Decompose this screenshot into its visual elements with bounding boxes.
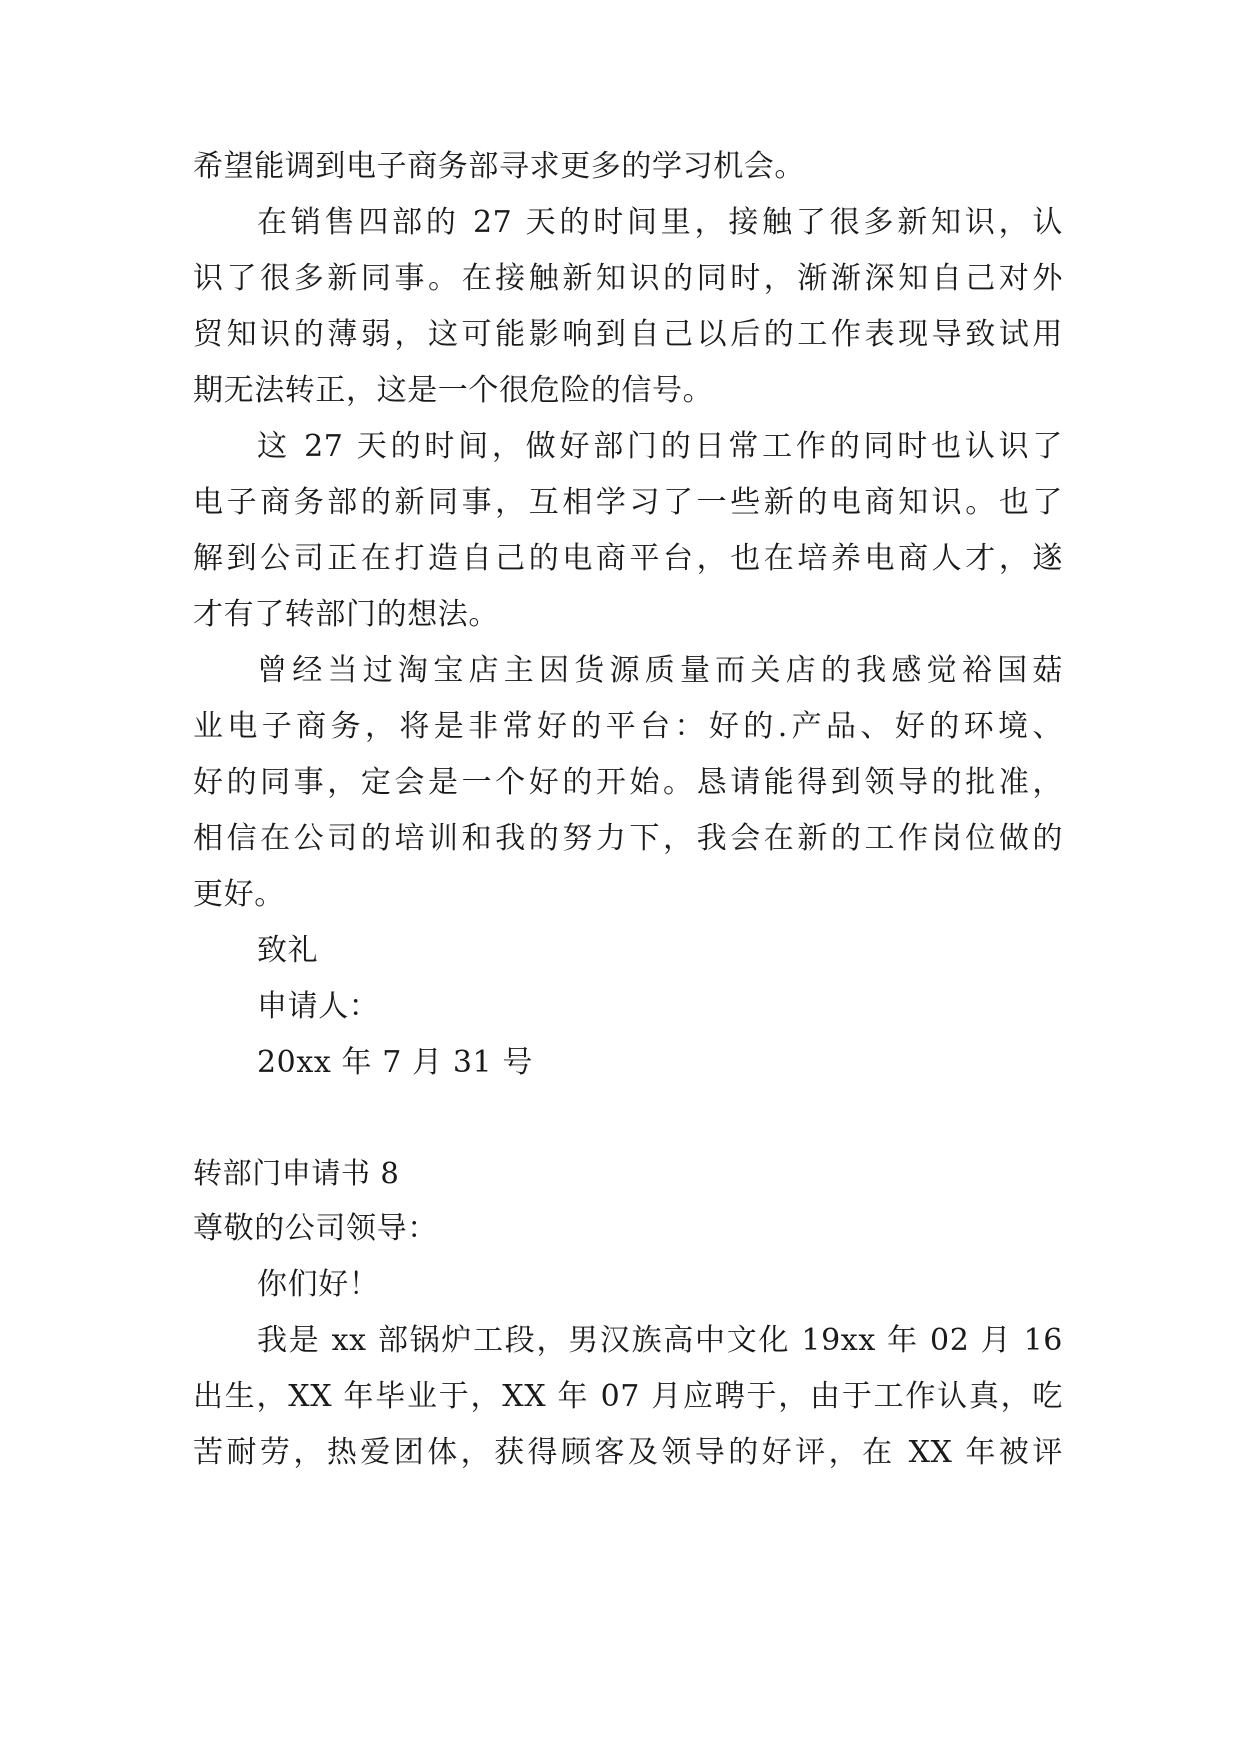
paragraph-first-line: 这 27 天的时间，做好部门的日常工作的同时也认识了 — [257, 429, 1063, 464]
text-line: 希望能调到电子商务部寻求更多的学习机会。 — [193, 149, 805, 184]
text-line: 识了很多新同事。在接触新知识的同时，渐渐深知自己对外 — [193, 261, 1063, 296]
applicant-label: 申请人： — [257, 989, 380, 1024]
salutation: 尊敬的公司领导： — [193, 1211, 438, 1246]
text-line: 更好。 — [193, 877, 285, 912]
text-line: 出生，XX 年毕业于，XX 年 07 月应聘于，由于工作认真，吃 — [193, 1379, 1063, 1414]
text-line: 解到公司正在打造自己的电商平台，也在培养电商人才，遂 — [193, 541, 1063, 576]
text-line: 苦耐劳，热爱团体，获得顾客及领导的好评，在 XX 年被评 — [193, 1435, 1063, 1470]
text-line: 业电子商务，将是非常好的平台：好的.产品、好的环境、 — [193, 709, 1063, 744]
text-line: 相信在公司的培训和我的努力下，我会在新的工作岗位做的 — [193, 821, 1063, 856]
text-line: 期无法转正，这是一个很危险的信号。 — [193, 373, 714, 408]
text-line: 好的同事，定会是一个好的开始。恳请能得到领导的批准， — [193, 765, 1063, 800]
date-line: 20xx 年 7 月 31 号 — [257, 1045, 533, 1080]
text-line: 贸知识的薄弱，这可能影响到自己以后的工作表现导致试用 — [193, 317, 1063, 352]
paragraph-first-line: 在销售四部的 27 天的时间里，接触了很多新知识，认 — [257, 205, 1063, 240]
paragraph-first-line: 曾经当过淘宝店主因货源质量而关店的我感觉裕国菇 — [257, 653, 1063, 688]
closing-salutation: 致礼 — [257, 933, 319, 968]
text-line: 才有了转部门的想法。 — [193, 597, 499, 632]
text-line: 电子商务部的新同事，互相学习了一些新的电商知识。也了 — [193, 485, 1063, 520]
section-title: 转部门申请书 8 — [193, 1156, 400, 1190]
greeting: 你们好！ — [257, 1267, 380, 1302]
paragraph-first-line: 我是 xx 部锅炉工段，男汉族高中文化 19xx 年 02 月 16 — [257, 1323, 1063, 1358]
